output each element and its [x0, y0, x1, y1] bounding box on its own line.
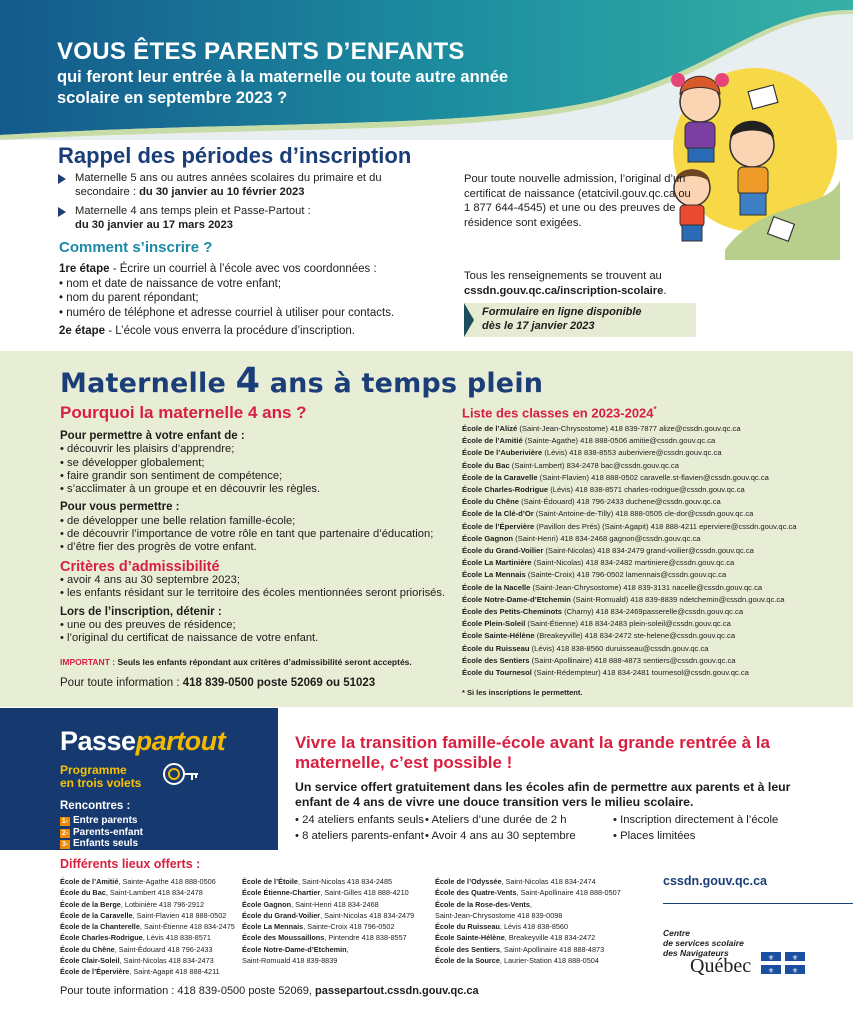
lieu-details: Saint-Jean-Chrysostome 418 839-0098	[435, 910, 563, 920]
inscription-link[interactable]: cssdn.gouv.qc.ca/inscription-scolaire	[464, 284, 664, 297]
renseignements-text: Tous les renseignements se trouvent au	[464, 270, 662, 282]
features-col-3	[613, 812, 778, 844]
lieu-row	[435, 944, 621, 955]
volet-label: Entre parents	[73, 815, 138, 826]
lieu-details: , Saint-Édouard 418 796-2433	[114, 944, 213, 954]
school-details: (Saint-Étienne) 418 834-2483 plein-soleil@cssdn.gouv.qc.ca	[525, 619, 731, 629]
school-details: (Lévis) 418 838-8553 auberiviere@cssdn.gouv.qc.ca	[542, 448, 722, 458]
class-row	[462, 643, 842, 655]
lieu-school: École de l’Épervière	[60, 967, 130, 977]
feature-item: • Ateliers d’une durée de 2 h	[425, 814, 567, 826]
class-row	[462, 508, 842, 520]
quebec-logo-text: Québec	[690, 955, 752, 977]
title-part: Maternelle	[60, 368, 236, 399]
svg-text:⚜: ⚜	[767, 967, 775, 974]
school-details: (Pavillon des Prés) (Saint-Agapit) 418 888-4211 eperviere@cssdn.gouv.qc.ca	[534, 521, 797, 531]
criteres-title: Critères d’admissibilité	[60, 558, 220, 575]
school-name: École Sainte-Hélène	[462, 631, 535, 641]
lieu-details: , Saint-Flavien 418 888-0502	[132, 910, 227, 920]
feature-item: • Avoir 4 ans au 30 septembre	[425, 830, 576, 842]
school-details: (Saint-Jean-Chrysostome) 418 839-7877 alize@cssdn.gouv.qc.ca	[517, 424, 741, 433]
school-details: (Saint-Lambert) 834-2478 bac@cssdn.gouv.qc.ca	[509, 460, 679, 470]
lieu-row	[242, 932, 414, 943]
asterisk: *	[653, 405, 657, 414]
class-row	[462, 460, 842, 472]
school-name: École de l’Épervière	[462, 521, 535, 531]
school-details: (Sainte-Croix) 418 796-0502 lamennais@cssdn.gouv.qc.ca	[525, 570, 727, 580]
etapes-block	[59, 262, 449, 339]
etape-1-item: • numéro de téléphone et adresse courriel à utiliser pour contacts.	[59, 306, 395, 319]
school-name: École Notre-Dame-d’Etchemin	[462, 594, 571, 604]
etape-1-text: - Écrire un courriel à l’école avec vos coordonnées :	[109, 263, 377, 275]
school-name: École La Mennais	[462, 570, 526, 580]
lieu-row	[60, 921, 235, 932]
m4-contact-info	[60, 677, 460, 690]
lieu-details: , Saint-Apollinaire 418 888-0507	[516, 888, 621, 898]
online-line-1: Formulaire en ligne disponible	[482, 306, 642, 318]
volet-number: 1-	[61, 818, 69, 825]
school-details: (Breakeyville) 418 834-2472 ste-helene@cssdn.gouv.qc.ca	[534, 631, 736, 641]
lieu-details: , Saint-Nicolas 418 834-2473	[119, 956, 214, 966]
svg-text:⚜: ⚜	[791, 954, 799, 962]
school-name: École de l’Alizé	[462, 424, 518, 433]
period-dates: du 30 janvier au 10 février 2023	[139, 186, 305, 198]
lieu-school: École de l’Amitié	[60, 877, 119, 886]
link-period: .	[663, 284, 667, 297]
lieu-row	[60, 910, 235, 921]
school-details: (Saint-Henri) 418 834-2468 gagnon@cssdn.gouv.qc.ca	[513, 533, 701, 543]
lieu-school: École du Chêne	[60, 944, 115, 954]
lieu-school: École des Sentiers	[435, 944, 500, 954]
liste-classes-title	[462, 405, 657, 420]
lieu-row	[60, 944, 235, 955]
lieu-details: , Lévis 418 838-8560	[499, 922, 569, 932]
volet-item	[60, 815, 143, 827]
footer-text: Pour toute information : 418 839-0500 poste 52069,	[60, 985, 316, 997]
lieu-school: École Clair-Soleil	[60, 956, 120, 966]
school-name: École De l’Auberivière	[462, 448, 543, 458]
centre-line: de services scolaire	[663, 938, 744, 948]
footer-info	[60, 985, 479, 997]
etape-1-item: • nom et date de naissance de votre enfant;	[59, 277, 282, 290]
programme-label	[60, 764, 141, 790]
class-row	[462, 435, 842, 447]
transition-title: Vivre la transition famille-école avant la grande rentrée à la maternelle, c’est possible !	[295, 733, 770, 772]
permettre-enfant-heading: Pour permettre à votre enfant de :	[60, 430, 245, 442]
title-number: 4	[235, 361, 261, 401]
period-dates: du 30 janvier au 17 mars 2023	[75, 219, 233, 231]
maternelle-4-section	[0, 351, 853, 707]
lieu-details: , Saint-Henri 418 834-2468	[291, 899, 379, 909]
lieu-school: École de l’Étoile	[242, 877, 298, 886]
triangle-bullet-icon	[58, 174, 66, 184]
class-row	[462, 557, 842, 569]
classes-list	[462, 423, 842, 679]
lieu-school: École Sainte-Hélène	[435, 933, 505, 943]
school-details: (Lévis) 418 838-8560 duruisseau@cssdn.gouv.qc.ca	[529, 643, 709, 653]
list-item: • se développer globalement;	[60, 456, 205, 469]
volet-label: Enfants seuls	[73, 838, 139, 850]
lieu-school: École Gagnon	[242, 899, 292, 909]
lieux-col-3	[435, 876, 621, 966]
list-item: • de développer une belle relation famille-école;	[60, 514, 296, 527]
class-row	[462, 484, 842, 496]
lieu-details: , Saint-Agapit 418 888-4211	[129, 967, 220, 977]
important-label: IMPORTANT :	[60, 657, 116, 668]
school-details: (Saint-Nicolas) 418 834-2482 martiniere@cssdn.gouv.qc.ca	[531, 558, 735, 568]
lieu-school: École de la Berge	[60, 899, 121, 909]
lieu-school: École La Mennais	[242, 922, 304, 932]
school-details: (Saint-Apollinaire) 418 888-4873 sentiers@cssdn.gouv.qc.ca	[529, 655, 736, 665]
volet-label: Parents-enfant	[73, 826, 144, 838]
divider	[663, 903, 853, 904]
school-name: École de la Clé-d’Or	[462, 509, 534, 519]
swirl-key-icon	[160, 760, 200, 788]
class-row	[462, 594, 842, 606]
lieu-row	[435, 921, 621, 932]
school-name: École du Chêne	[462, 497, 519, 507]
school-name: École de la Nacelle	[462, 582, 531, 592]
list-item: • faire grandir son sentiment de compétence;	[60, 469, 283, 482]
lieux-title: Différents lieux offerts :	[60, 857, 201, 871]
rencontres-label: Rencontres :	[60, 800, 131, 812]
lieu-details: , Saint-Nicolas 418 834-2485	[297, 877, 393, 886]
lieu-school: École de la Source	[435, 956, 500, 966]
renseignements-info	[464, 269, 704, 298]
class-row	[462, 472, 842, 484]
lieu-school: École des Moussaillons	[242, 933, 325, 943]
school-name: École La Martinière	[462, 558, 532, 568]
lieu-details: , Breakeyville 418 834-2472	[504, 933, 596, 943]
school-details: (Saint-Antoine-de-Tilly) 418 888-0505 cle-dor@cssdn.gouv.qc.ca	[533, 509, 754, 519]
centre-services-label	[663, 928, 744, 958]
header-subtitle: qui feront leur entrée à la maternelle ou toute autre année scolaire en septembre 2023 ?	[57, 68, 509, 107]
lieu-row	[60, 899, 235, 910]
lieu-row	[242, 955, 414, 966]
lieu-details: Saint-Romuald 418 839-8839	[242, 956, 338, 966]
maternelle-4-details	[60, 430, 460, 690]
quebec-fleurdelise-icon	[761, 952, 805, 974]
school-name: École de l’Amitié	[462, 436, 523, 446]
school-name: École Plein-Soleil	[462, 619, 526, 629]
online-form-banner	[464, 303, 696, 337]
passe-partout-box	[0, 708, 278, 850]
pourquoi-title: Pourquoi la maternelle 4 ans ?	[60, 403, 307, 422]
lieu-school: École Charles-Rodrigue	[60, 933, 143, 943]
school-name: École du Tournesol	[462, 668, 532, 678]
lieux-col-1	[60, 876, 235, 978]
lieu-row	[435, 955, 621, 966]
class-row	[462, 545, 842, 557]
comment-sinscrire-title: Comment s’inscrire ?	[59, 239, 213, 256]
volet-number: 2-	[61, 829, 69, 837]
lieu-school: École du Grand-Voilier	[242, 910, 321, 920]
title-part: ans à temps plein	[260, 368, 544, 399]
prog-line-1: Programme	[60, 763, 127, 777]
lieu-school: École de la Caravelle	[60, 910, 133, 920]
lieu-row	[435, 899, 621, 910]
lieu-row	[242, 887, 414, 898]
school-name: École de la Caravelle	[462, 472, 538, 482]
lieu-row	[60, 932, 235, 943]
lieu-row	[435, 876, 621, 887]
volet-item	[60, 827, 143, 839]
header-title: VOUS ÊTES PARENTS D’ENFANTS	[57, 38, 465, 65]
school-name: École des Petits-Cheminots	[462, 607, 563, 617]
school-name: École du Bac	[462, 460, 510, 470]
lieu-school: École Notre-Dame-d’Etchemin	[242, 944, 347, 954]
lieu-details: , Lotbinière 418 796-2912	[120, 899, 205, 909]
lieu-row	[435, 932, 621, 943]
school-name: École du Ruisseau	[462, 643, 530, 653]
feature-item: • Places limitées	[613, 830, 696, 842]
admission-info: Pour toute nouvelle admission, l’original d’un certificat de naissance (etatcivil.gouv.qc.ca ou 1 877 644-4545) et une ou des preuves de résidence sont exigées.	[464, 173, 691, 229]
lieu-row	[60, 955, 235, 966]
etape-1-label: 1re étape	[59, 263, 110, 275]
etape-2	[59, 324, 449, 339]
list-item: • s’acclimater à un groupe et en découvrir les règles.	[60, 483, 321, 496]
school-name: École des Sentiers	[462, 655, 530, 665]
lieu-school: École de la Chanterelle	[60, 922, 140, 932]
detenir-heading: Lors de l’inscription, détenir :	[60, 605, 222, 618]
list-item: • les enfants résidant sur le territoire des écoles mentionnées seront priorisés.	[60, 587, 446, 600]
school-name: École du Grand-Voilier	[462, 546, 544, 556]
school-details: (Saint-Flavien) 418 888-0502 caravelle.st-flavien@cssdn.gouv.qc.ca	[537, 472, 769, 482]
feature-item: • 8 ateliers parents-enfant	[295, 830, 424, 842]
lieu-details: , Pintendre 418 838-8557	[324, 933, 407, 943]
school-details: (Saint-Édouard) 418 796-2433 duchene@cssdn.gouv.qc.ca	[518, 497, 721, 507]
etape-2-label: 2e étape	[59, 325, 106, 337]
school-details: (Saint-Rédempteur) 418 834-2481 tournesol@cssdn.gouv.qc.ca	[531, 668, 749, 678]
lieu-details: , Sainte-Agathe 418 888-0506	[118, 877, 216, 886]
transition-description: Un service offert gratuitement dans les écoles afin de permettre aux parents et à leur enfant de 4 ans de vivre une douce transition vers le milieu scolaire.	[295, 780, 791, 809]
important-text: Seuls les enfants répondant aux critères d’admissibilité seront acceptés.	[115, 657, 412, 668]
lieu-row	[242, 899, 414, 910]
info-phone: 418 839-0500 poste 52069 ou 51023	[182, 676, 376, 689]
features-col-1	[295, 812, 424, 844]
lieu-row	[60, 887, 235, 898]
period-item	[58, 171, 438, 199]
inscription-periods-list	[58, 171, 438, 237]
volet-item	[60, 838, 143, 850]
svg-text:⚜: ⚜	[791, 967, 799, 974]
school-details: (Sainte-Agathe) 418 888-0506 amitie@cssdn.gouv.qc.ca	[522, 436, 716, 446]
info-label: Pour toute information :	[60, 676, 183, 689]
school-details: (Charny) 418 834-2469passerelle@cssdn.gouv.qc.ca	[562, 607, 744, 617]
school-details: (Saint-Nicolas) 418 834-2479 grand-voilier@cssdn.gouv.qc.ca	[543, 546, 754, 556]
important-note	[60, 656, 460, 669]
period-item	[58, 204, 438, 232]
lieu-row	[242, 944, 414, 955]
class-row	[462, 606, 842, 618]
lieu-school: École du Bac	[60, 888, 106, 898]
school-details: (Saint-Jean-Chrysostome) 418 839-3131 nacelle@cssdn.gouv.qc.ca	[530, 582, 763, 592]
class-row	[462, 582, 842, 594]
lieux-col-2	[242, 876, 414, 966]
lieu-details: , Saint-Nicolas 418 834-2474	[501, 877, 596, 886]
permettre-vous-heading: Pour vous permettre :	[60, 501, 180, 514]
lieu-details: , Saint-Gilles 418 888-4210	[320, 888, 409, 898]
class-row	[462, 423, 842, 435]
list-item: • avoir 4 ans au 30 septembre 2023;	[60, 573, 240, 586]
feature-item: • 24 ateliers enfants seuls	[295, 814, 424, 826]
lieu-details: , Sainte-Croix 418 796-0502	[303, 922, 395, 932]
liste-title-text: Liste des classes en 2023-2024	[462, 405, 654, 421]
inscriptions-note: * Si les inscriptions le permettent.	[462, 688, 583, 697]
class-row	[462, 533, 842, 545]
lieu-school: École du Ruisseau	[435, 922, 500, 932]
lieu-row	[435, 910, 621, 921]
class-row	[462, 667, 842, 679]
school-details: (Lévis) 418 838-8571 charles-rodrigue@cssdn.gouv.qc.ca	[548, 485, 745, 495]
class-row	[462, 521, 842, 533]
maternelle-4-title	[60, 361, 543, 401]
list-item: • l’original du certificat de naissance de votre enfant.	[60, 632, 319, 645]
lieu-details: , Saint-Lambert 418 834-2478	[105, 888, 203, 898]
list-item: • d’être fier des progrès de votre enfant.	[60, 541, 257, 554]
lieu-details: , Lévis 418 838-8571	[142, 933, 211, 943]
cssdn-link[interactable]: cssdn.gouv.qc.ca	[663, 874, 767, 888]
lieu-details: ,	[346, 944, 349, 954]
school-details: (Saint-Romuald) 418 839-8839 ndetchemin@cssdn.gouv.qc.ca	[570, 594, 785, 604]
centre-line: des Navigateurs	[663, 948, 729, 958]
triangle-bullet-icon	[58, 207, 66, 217]
class-row	[462, 655, 842, 667]
list-item: • une ou des preuves de résidence;	[60, 618, 236, 631]
lieu-row	[242, 876, 414, 887]
volet-number: 3-	[61, 841, 69, 849]
class-row	[462, 630, 842, 642]
lieu-school: École Étienne-Chartier	[242, 888, 321, 898]
lieu-row	[60, 876, 235, 887]
svg-text:⚜: ⚜	[767, 954, 775, 962]
period-text: Maternelle 4 ans temps plein et Passe-Partout :	[75, 205, 311, 217]
list-item: • découvrir les plaisirs d’apprendre;	[60, 443, 235, 456]
lieu-row	[435, 887, 621, 898]
lieu-school: École de la Rose-des-Vents	[435, 899, 530, 909]
lieu-row	[242, 910, 414, 921]
etape-1-item: • nom du parent répondant;	[59, 292, 199, 304]
lieu-details: , Laurier-Station 418 888-0504	[499, 956, 599, 966]
feature-item: • Inscription directement à l’école	[613, 814, 779, 826]
online-form-text	[482, 306, 642, 333]
lieu-details: , Saint-Étienne 418 834-2475	[139, 922, 235, 932]
rappel-title: Rappel des périodes d’inscription	[58, 143, 412, 168]
arrow-icon	[464, 303, 474, 337]
lieu-row	[60, 966, 235, 977]
etape-1	[59, 262, 449, 277]
lieu-row	[242, 921, 414, 932]
class-row	[462, 618, 842, 630]
lieu-details: , Saint-Apollinaire 418 888-4873	[499, 944, 605, 954]
lieu-details: , Saint-Nicolas 418 834-2479	[320, 910, 415, 920]
school-name: École Charles-Rodrigue	[462, 485, 549, 495]
logo-partout: partout	[135, 726, 226, 756]
features-col-2	[425, 812, 576, 844]
volets-list	[60, 815, 143, 850]
school-name: École Gagnon	[462, 533, 514, 543]
list-item: • de découvrir l’importance de votre rôle en tant que partenaire d’éducation;	[60, 528, 434, 541]
passepartout-link[interactable]: passepartout.cssdn.gouv.qc.ca	[315, 985, 479, 997]
online-line-2: dès le 17 janvier 2023	[482, 319, 595, 332]
class-row	[462, 447, 842, 459]
etape-2-text: - L’école vous enverra la procédure d’inscription.	[105, 325, 355, 337]
class-row	[462, 496, 842, 508]
logo-passe: Passe	[60, 726, 136, 756]
class-row	[462, 569, 842, 581]
lieu-details: ,	[529, 899, 532, 909]
lieu-school: École des Quatre-Vents	[435, 888, 517, 898]
period-text: Maternelle 5 ans ou autres années scolaires du primaire et du secondaire :	[75, 172, 382, 198]
lieu-school: École de l’Odyssée	[435, 877, 502, 886]
centre-line: Centre	[663, 928, 690, 938]
passe-partout-logo	[60, 726, 225, 757]
prog-line-2: en trois volets	[60, 776, 142, 790]
